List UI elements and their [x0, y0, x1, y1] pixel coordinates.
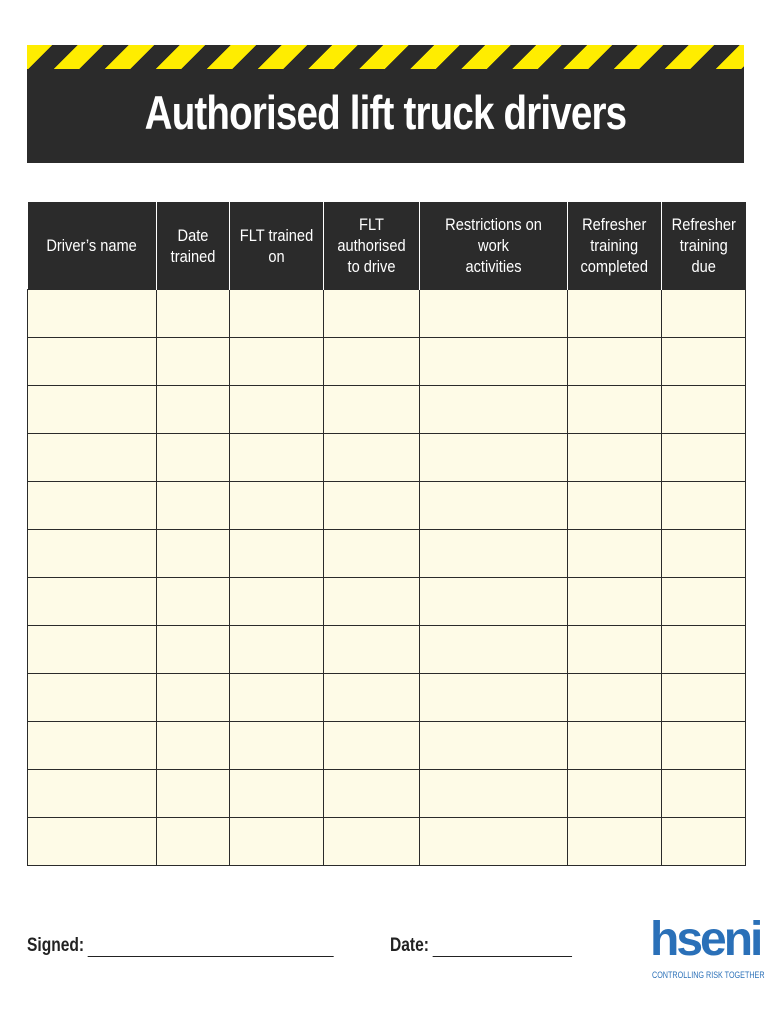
- cell-flt-trained-on[interactable]: [230, 674, 324, 722]
- cell-flt-authorised[interactable]: [324, 338, 420, 386]
- cell-refresher-due[interactable]: [662, 626, 746, 674]
- cell-restrictions[interactable]: [420, 818, 568, 866]
- cell-refresher-completed[interactable]: [568, 578, 662, 626]
- column-header-refresher-due: Refresher training due: [662, 202, 746, 290]
- cell-flt-trained-on[interactable]: [230, 626, 324, 674]
- cell-refresher-due[interactable]: [662, 770, 746, 818]
- cell-refresher-completed[interactable]: [568, 482, 662, 530]
- cell-flt-authorised[interactable]: [324, 434, 420, 482]
- cell-refresher-due[interactable]: [662, 818, 746, 866]
- cell-refresher-completed[interactable]: [568, 818, 662, 866]
- cell-refresher-completed[interactable]: [568, 338, 662, 386]
- cell-refresher-due[interactable]: [662, 722, 746, 770]
- cell-restrictions[interactable]: [420, 530, 568, 578]
- column-header-date-trained: Date trained: [157, 202, 230, 290]
- table-row: [28, 338, 746, 386]
- column-header-restrictions: Restrictions on work activities: [420, 202, 568, 290]
- drivers-table: [27, 202, 746, 866]
- table-row: [28, 818, 746, 866]
- signed-line[interactable]: [87, 956, 333, 957]
- table-row: [28, 770, 746, 818]
- cell-flt-trained-on[interactable]: [230, 386, 324, 434]
- cell-flt-trained-on[interactable]: [230, 434, 324, 482]
- cell-refresher-completed[interactable]: [568, 386, 662, 434]
- table-row: [28, 674, 746, 722]
- column-header-flt-trained-on: FLT trained on: [230, 202, 324, 290]
- cell-refresher-completed[interactable]: [568, 626, 662, 674]
- cell-flt-authorised[interactable]: [324, 770, 420, 818]
- signed-label: Signed:: [27, 935, 85, 956]
- table-header-row: [28, 202, 746, 290]
- cell-refresher-due[interactable]: [662, 578, 746, 626]
- cell-refresher-completed[interactable]: [568, 722, 662, 770]
- cell-flt-trained-on[interactable]: [230, 338, 324, 386]
- cell-refresher-completed[interactable]: [568, 434, 662, 482]
- cell-flt-trained-on[interactable]: [230, 530, 324, 578]
- table-row: [28, 578, 746, 626]
- cell-drivers-name[interactable]: [28, 626, 157, 674]
- cell-drivers-name[interactable]: [28, 290, 157, 338]
- cell-flt-authorised[interactable]: [324, 386, 420, 434]
- cell-date-trained[interactable]: [157, 818, 230, 866]
- cell-date-trained[interactable]: [157, 770, 230, 818]
- cell-flt-authorised[interactable]: [324, 818, 420, 866]
- cell-drivers-name[interactable]: [28, 482, 157, 530]
- cell-refresher-due[interactable]: [662, 482, 746, 530]
- cell-flt-authorised[interactable]: [324, 722, 420, 770]
- table-row: [28, 434, 746, 482]
- cell-date-trained[interactable]: [157, 386, 230, 434]
- cell-date-trained[interactable]: [157, 530, 230, 578]
- cell-refresher-completed[interactable]: [568, 770, 662, 818]
- cell-restrictions[interactable]: [420, 626, 568, 674]
- cell-restrictions[interactable]: [420, 722, 568, 770]
- logo-tagline: CONTROLLING RISK TOGETHER: [652, 970, 765, 980]
- cell-date-trained[interactable]: [157, 722, 230, 770]
- cell-refresher-completed[interactable]: [568, 290, 662, 338]
- cell-date-trained[interactable]: [157, 434, 230, 482]
- cell-flt-trained-on[interactable]: [230, 290, 324, 338]
- hseni-logo: [648, 910, 765, 985]
- cell-date-trained[interactable]: [157, 482, 230, 530]
- cell-drivers-name[interactable]: [28, 818, 157, 866]
- cell-drivers-name[interactable]: [28, 770, 157, 818]
- cell-refresher-due[interactable]: [662, 434, 746, 482]
- cell-refresher-due[interactable]: [662, 530, 746, 578]
- cell-date-trained[interactable]: [157, 578, 230, 626]
- cell-drivers-name[interactable]: [28, 722, 157, 770]
- cell-flt-trained-on[interactable]: [230, 482, 324, 530]
- logo-wordmark: hseni: [650, 913, 761, 966]
- cell-restrictions[interactable]: [420, 290, 568, 338]
- column-header-refresher-completed: Refresher training completed: [568, 202, 662, 290]
- cell-flt-authorised[interactable]: [324, 530, 420, 578]
- cell-flt-trained-on[interactable]: [230, 578, 324, 626]
- cell-refresher-due[interactable]: [662, 386, 746, 434]
- table-row: [28, 386, 746, 434]
- cell-drivers-name[interactable]: [28, 386, 157, 434]
- table-row: [28, 722, 746, 770]
- table-row: [28, 290, 746, 338]
- cell-refresher-completed[interactable]: [568, 674, 662, 722]
- cell-drivers-name[interactable]: [28, 530, 157, 578]
- title-banner: [27, 45, 744, 163]
- cell-drivers-name[interactable]: [28, 578, 157, 626]
- cell-date-trained[interactable]: [157, 338, 230, 386]
- cell-restrictions[interactable]: [420, 338, 568, 386]
- column-header-drivers-name: Driver’s name: [28, 202, 157, 290]
- cell-date-trained[interactable]: [157, 674, 230, 722]
- cell-drivers-name[interactable]: [28, 338, 157, 386]
- cell-refresher-due[interactable]: [662, 338, 746, 386]
- cell-flt-authorised[interactable]: [324, 626, 420, 674]
- page-title: Authorised lift truck drivers: [144, 86, 627, 139]
- cell-flt-trained-on[interactable]: [230, 722, 324, 770]
- cell-restrictions[interactable]: [420, 386, 568, 434]
- cell-restrictions[interactable]: [420, 770, 568, 818]
- date-line[interactable]: [432, 956, 571, 957]
- cell-flt-authorised[interactable]: [324, 482, 420, 530]
- cell-drivers-name[interactable]: [28, 434, 157, 482]
- cell-date-trained[interactable]: [157, 290, 230, 338]
- cell-date-trained[interactable]: [157, 626, 230, 674]
- table-row: [28, 482, 746, 530]
- cell-refresher-due[interactable]: [662, 674, 746, 722]
- cell-drivers-name[interactable]: [28, 674, 157, 722]
- table-row: [28, 530, 746, 578]
- cell-flt-trained-on[interactable]: [230, 770, 324, 818]
- cell-refresher-completed[interactable]: [568, 530, 662, 578]
- cell-refresher-due[interactable]: [662, 290, 746, 338]
- date-label: Date:: [390, 935, 429, 956]
- cell-restrictions[interactable]: [420, 434, 568, 482]
- date-field: [390, 935, 572, 957]
- cell-flt-authorised[interactable]: [324, 290, 420, 338]
- signed-field: [27, 935, 333, 957]
- column-header-flt-authorised: FLT authorised to drive: [324, 202, 420, 290]
- cell-restrictions[interactable]: [420, 482, 568, 530]
- cell-flt-trained-on[interactable]: [230, 818, 324, 866]
- table-row: [28, 626, 746, 674]
- cell-restrictions[interactable]: [420, 674, 568, 722]
- cell-restrictions[interactable]: [420, 578, 568, 626]
- cell-flt-authorised[interactable]: [324, 674, 420, 722]
- hazard-stripe: [27, 45, 744, 69]
- cell-flt-authorised[interactable]: [324, 578, 420, 626]
